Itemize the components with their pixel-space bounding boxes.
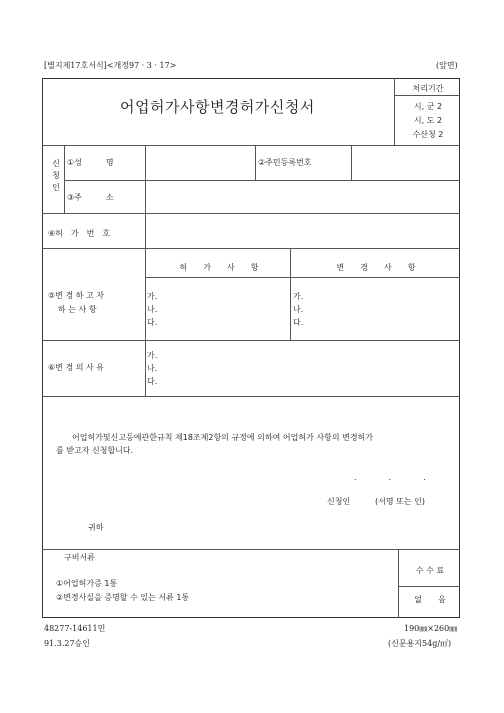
applicant-sign-label: 신청인	[327, 497, 351, 506]
approval-date: 91.3.27승인	[44, 639, 90, 648]
permit-item-c: 다.	[147, 318, 158, 327]
col-permit-items: 허 가 사 항	[179, 263, 259, 272]
page-side-label: (앞면)	[436, 61, 458, 70]
applicant-group-label: 신 청 인	[52, 159, 60, 192]
rrn-label: ②주민등록번호	[258, 158, 312, 167]
documents-label: 구비서류	[64, 553, 95, 562]
processing-line-2: 시, 도 2	[413, 116, 443, 125]
reason-item-a: 가.	[147, 351, 158, 360]
processing-line-3: 수산청 2	[412, 130, 444, 139]
change-item-c: 다.	[293, 318, 304, 327]
declaration-line-2: 를 받고자 신청합니다.	[56, 446, 134, 455]
document-item-2: ②변경사실을 증명할 수 있는 서류 1통	[56, 593, 190, 602]
fee-value: 없 음	[414, 595, 446, 604]
signature-note: (서명 또는 인)	[375, 497, 425, 506]
form-reference: [별지제17호서식]<개정97 · 3 · 17>	[44, 61, 177, 70]
document-item-1: ①어업허가증 1통	[56, 579, 118, 588]
fee-label: 수 수 료	[415, 566, 445, 575]
name-label: ①성 명	[67, 158, 114, 167]
reason-item-b: 나.	[147, 364, 158, 373]
date-dots: . . .	[354, 473, 426, 482]
paper-size: 190㎜×260㎜	[404, 624, 458, 633]
change-items-label-1: ⑤변 경 하 고 자	[48, 291, 104, 300]
form-title: 어업허가사항변경허가신청서	[120, 98, 315, 116]
processing-period-label: 처리기간	[412, 84, 444, 93]
reason-item-c: 다.	[147, 377, 158, 386]
col-changed-items: 변 경 사 항	[336, 263, 416, 272]
change-items-label-2: 하 는 사 항	[58, 305, 97, 314]
declaration-line-1: 어업허가및신고등에관한규칙 제18조제2항의 규정에 의하여 어업허가 사항의 변경허가	[72, 433, 374, 442]
permit-item-a: 가.	[147, 292, 158, 301]
processing-line-1: 시, 군 2	[413, 102, 443, 111]
address-label: ③주 소	[67, 193, 114, 202]
change-item-b: 나.	[293, 305, 304, 314]
permit-item-b: 나.	[147, 305, 158, 314]
addressee-label: 귀하	[88, 523, 104, 532]
paper-spec: (신문용지54g/㎡)	[388, 639, 452, 648]
permit-number-label: ④허 가 번 호	[48, 229, 111, 238]
change-reason-label: ⑥변 경 의 사 유	[48, 363, 104, 372]
change-item-a: 가.	[293, 292, 304, 301]
form-code: 48277-14611민	[44, 624, 106, 633]
